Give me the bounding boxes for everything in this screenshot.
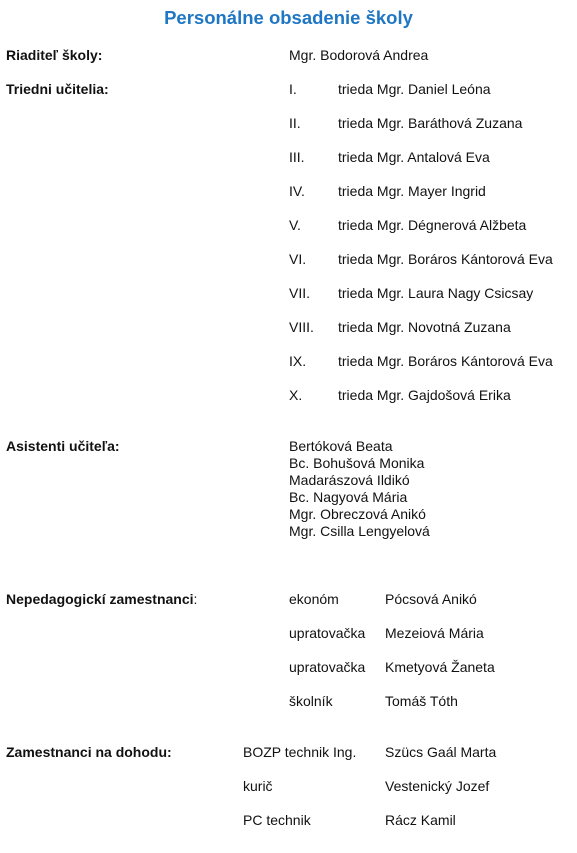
director-label: Riaditeľ školy: (6, 47, 103, 63)
assistants-list (289, 438, 430, 540)
staff-role: upratovačka (289, 625, 366, 641)
class-number: V. (289, 217, 301, 233)
list-item: Mgr. Csilla Lengyelová (289, 523, 430, 539)
page-title: Personálne obsadenie školy (164, 7, 413, 28)
staff-name: Tomáš Tóth (385, 693, 458, 709)
assistants-label: Asistenti učiteľa: (6, 438, 120, 454)
class-teacher: trieda Mgr. Boráros Kántorová Eva (338, 353, 553, 369)
list-item: Mgr. Obreczová Anikó (289, 506, 426, 522)
class-number: III. (289, 149, 305, 165)
list-item: Bc. Bohušová Monika (289, 455, 425, 471)
staff-role: upratovačka (289, 659, 366, 675)
non-pedagogical-label: Nepedagogickí zamestnanci: (6, 591, 198, 607)
staff-role: školník (289, 693, 333, 709)
contract-name: Rácz Kamil (385, 812, 456, 828)
class-teacher: trieda Mgr. Boráros Kántorová Eva (338, 251, 553, 267)
list-item: Madarászová Ildikó (289, 472, 410, 488)
list-item: Bc. Nagyová Mária (289, 489, 408, 505)
class-teachers-label: Triedni učitelia: (6, 81, 109, 97)
class-number: IV. (289, 183, 305, 199)
class-number: VI. (289, 251, 307, 267)
class-teacher: trieda Mgr. Baráthová Zuzana (338, 115, 523, 131)
class-teacher: trieda Mgr. Antalová Eva (338, 149, 490, 165)
staff-name: Pócsová Anikó (385, 591, 477, 607)
class-teacher: trieda Mgr. Dégnerová Alžbeta (338, 217, 527, 233)
staff-role: ekonóm (289, 591, 339, 607)
contract-label: Zamestnanci na dohodu: (6, 744, 172, 760)
class-teacher: trieda Mgr. Mayer Ingrid (338, 183, 486, 199)
list-item: Bertóková Beata (289, 438, 393, 454)
class-number: X. (289, 387, 303, 403)
class-teacher: trieda Mgr. Gajdošová Erika (338, 387, 511, 403)
class-number: II. (289, 115, 301, 131)
contract-role: kurič (243, 778, 273, 794)
class-number: VIII. (289, 319, 314, 335)
class-teacher: trieda Mgr. Laura Nagy Csicsay (338, 285, 534, 301)
director-name: Mgr. Bodorová Andrea (289, 47, 429, 63)
staff-name: Kmetyová Žaneta (385, 659, 495, 675)
contract-role: BOZP technik Ing. (243, 744, 357, 760)
class-teacher: trieda Mgr. Daniel Leóna (338, 81, 491, 97)
class-teacher: trieda Mgr. Novotná Zuzana (338, 319, 511, 335)
contract-name: Szücs Gaál Marta (385, 744, 497, 760)
class-number: IX. (289, 353, 307, 369)
contract-role: PC technik (243, 812, 311, 828)
class-number: VII. (289, 285, 311, 301)
contract-name: Vestenický Jozef (385, 778, 490, 794)
staff-name: Mezeiová Mária (385, 625, 484, 641)
class-number: I. (289, 81, 297, 97)
